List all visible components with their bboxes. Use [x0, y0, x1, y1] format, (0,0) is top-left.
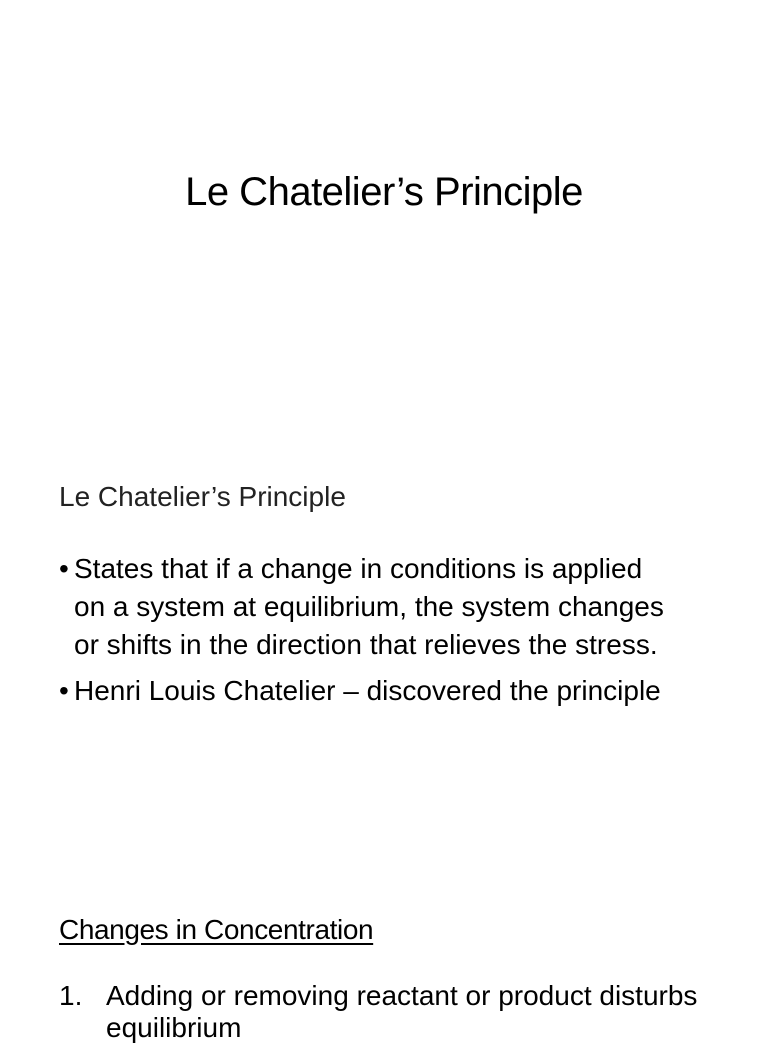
numbered-item — [59, 980, 699, 1044]
slide-concentration — [0, 880, 768, 1043]
bullet-marker: • — [59, 553, 69, 584]
bullet-list — [59, 550, 679, 718]
slide-title — [0, 0, 768, 430]
section-heading: Changes in Concentration — [59, 914, 374, 945]
bullet-marker: • — [59, 675, 69, 706]
item-number: 1. — [59, 980, 83, 1011]
bullet-text: Henri Louis Chatelier – discovered the principle — [74, 675, 661, 706]
bullet-item — [59, 672, 679, 710]
slide-heading: Le Chatelier’s Principle — [59, 481, 346, 512]
bullet-text: States that if a change in conditions is applied on a system at equilibrium, the system changes or shifts in the direction that relieves the stress. — [74, 553, 664, 660]
slide-principle — [0, 430, 768, 880]
numbered-list — [59, 980, 699, 1044]
bullet-item — [59, 550, 679, 664]
item-text: Adding or removing reactant or product disturbs equilibrium — [106, 980, 698, 1043]
slide-main-title: Le Chatelier’s Principle — [185, 170, 583, 214]
